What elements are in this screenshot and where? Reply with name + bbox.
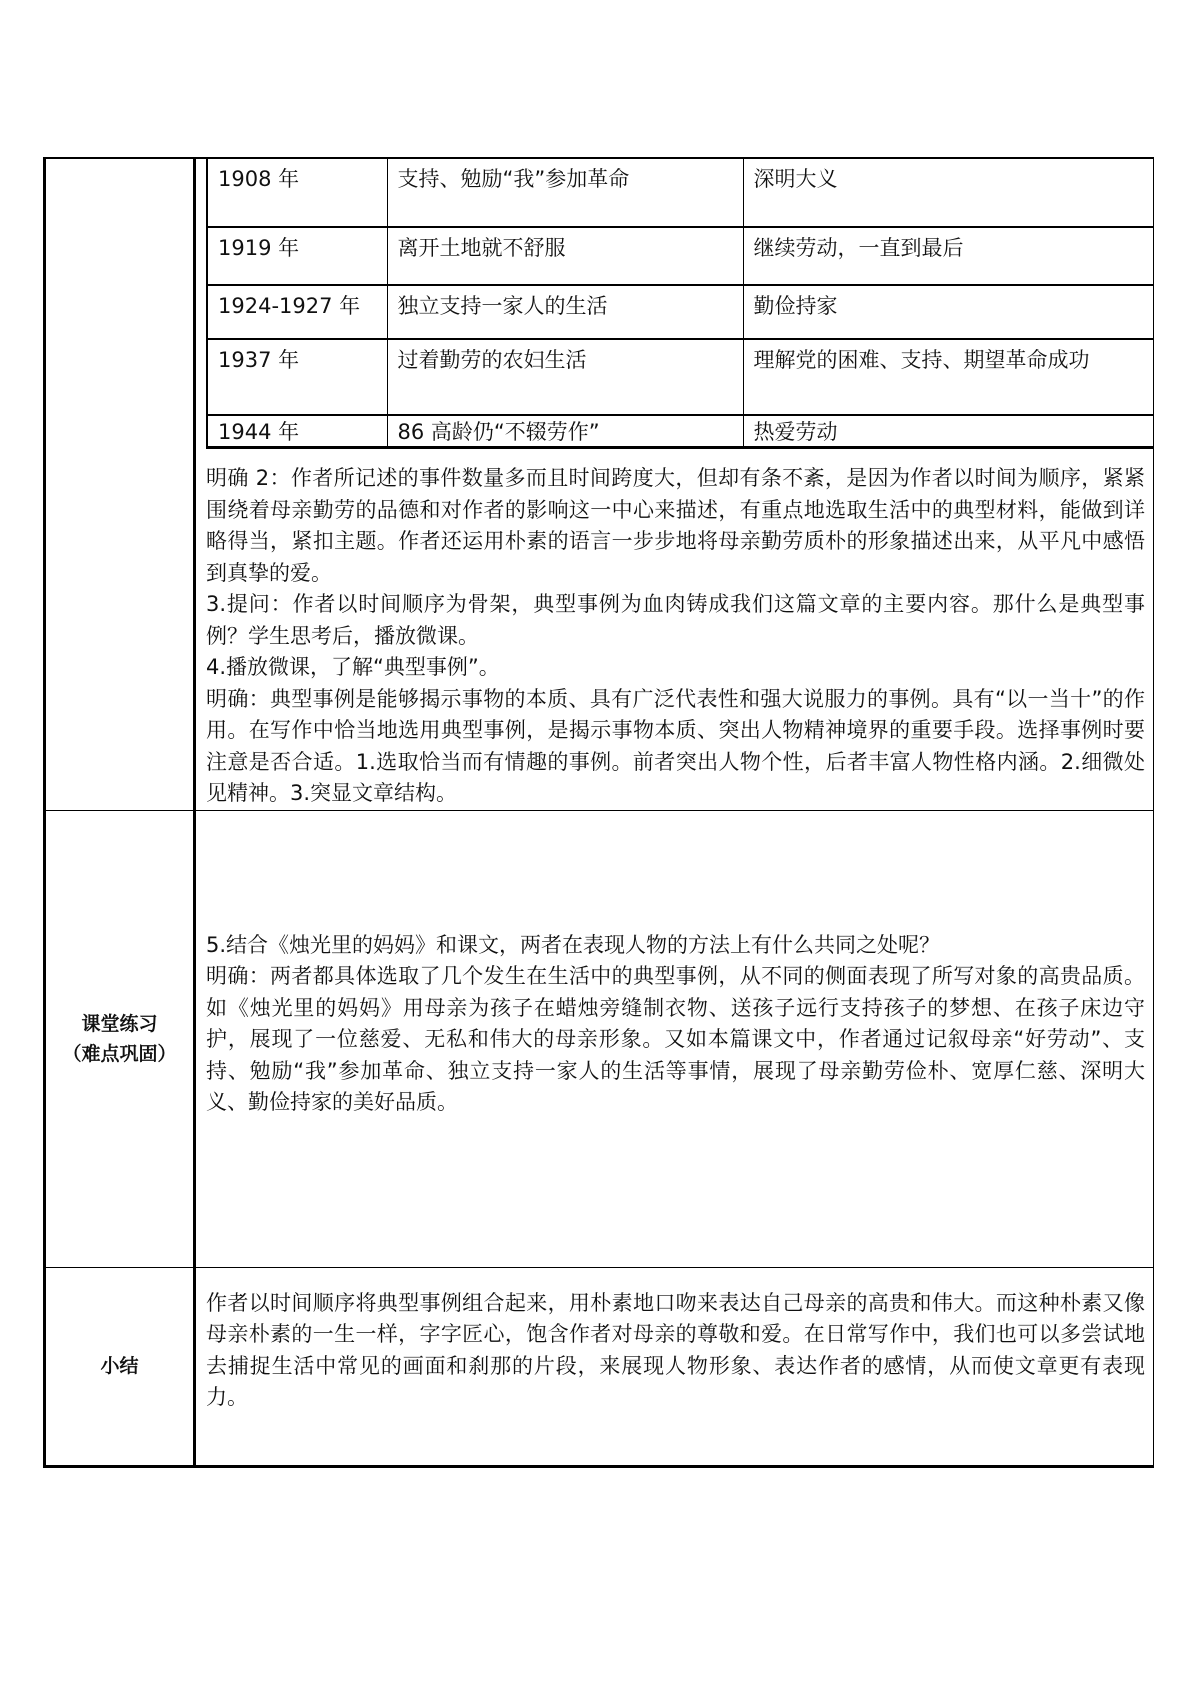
timeline-row: [207, 227, 1154, 285]
step-4-paragraph: 4.播放微课，了解“典型事例”。: [206, 655, 500, 679]
timeline-year: 1937 年: [207, 339, 387, 415]
practice-row: [45, 810, 1154, 1267]
teaching-process-cell: [195, 158, 1154, 810]
timeline-row: [207, 339, 1154, 415]
timeline-event: 支持、勉励“我”参加革命: [387, 159, 743, 227]
main-text-block: [196, 449, 1153, 810]
typical-example-paragraph: 明确：典型事例是能够揭示事物的本质、具有广泛代表性和强大说服力的事例。具有“以一当十”的作用。在写作中恰当地选用典型事例，是揭示事物本质、突出人物精神境界的重要手段。选择事例时要注意是否合适。1.选取恰当而有情趣的事例。前者突出人物个性，后者丰富人物性格内涵。2.细微处见精神。3.突显文章结构。: [206, 686, 1145, 805]
question-3-paragraph: 3.提问：作者以时间顺序为骨架，典型事例为血肉铸成我们这篇文章的主要内容。那什么是典型事例？学生思考后，播放微课。: [206, 592, 1145, 648]
practice-content-cell: [195, 810, 1154, 1267]
timeline-row: [207, 285, 1154, 339]
practice-label-cell: [45, 810, 195, 1267]
summary-content-cell: [195, 1267, 1154, 1466]
timeline-year: 1924-1927 年: [207, 285, 387, 339]
timeline-event: 86 高龄仍“不辍劳作”: [387, 415, 743, 448]
timeline-event: 离开土地就不舒服: [387, 227, 743, 285]
timeline-quality: 继续劳动，一直到最后: [743, 227, 1154, 285]
summary-label-cell: [45, 1267, 195, 1466]
practice-question: 5.结合《烛光里的妈妈》和课文，两者在表现人物的方法上有什么共同之处呢？: [206, 932, 941, 957]
practice-answer: 明确：两者都具体选取了几个发生在生活中的典型事例，从不同的侧面表现了所写对象的高贵品质。如《烛光里的妈妈》用母亲为孩子在蜡烛旁缝制衣物、送孩子远行支持孩子的梦想、在孩子床边守护，展现了一位慈爱、无私和伟大的母亲形象。又如本篇课文中，作者通过记叙母亲“好劳动”、支持、勉励“我”参加革命、独立支持一家人的生活等事情，展现了母亲勤劳俭朴、宽厚仁慈、深明大义、勤俭持家的美好品质。: [206, 964, 1145, 1114]
summary-label: 小结: [100, 1355, 139, 1377]
timeline-quality: 热爱劳动: [743, 415, 1154, 448]
summary-text: 作者以时间顺序将典型事例组合起来，用朴素地口吻来表达自己母亲的高贵和伟大。而这种朴素又像母亲朴素的一生一样，字字匠心，饱含作者对母亲的尊敬和爱。在日常写作中，我们也可以多尝试地去捕捉生活中常见的画面和刹那的片段，来展现人物形象、表达作者的感情，从而使文章更有表现力。: [206, 1290, 1145, 1409]
timeline-event: 独立支持一家人的生活: [387, 285, 743, 339]
practice-sublabel: （难点巩固）: [62, 1042, 177, 1065]
timeline-quality: 勤俭持家: [743, 285, 1154, 339]
timeline-quality: 深明大义: [743, 159, 1154, 227]
timeline-year: 1944 年: [207, 415, 387, 448]
timeline-year: 1919 年: [207, 227, 387, 285]
timeline-event: 过着勤劳的农妇生活: [387, 339, 743, 415]
teaching-process-row: [45, 158, 1154, 810]
practice-label: 课堂练习: [81, 1012, 158, 1035]
summary-row: [45, 1267, 1154, 1466]
timeline-quality: 理解党的困难、支持、期望革命成功: [743, 339, 1154, 415]
timeline-row: [207, 159, 1154, 227]
timeline-row: [207, 415, 1154, 448]
timeline-year: 1908 年: [207, 159, 387, 227]
clarification-2-paragraph: 明确 2：作者所记述的事件数量多而且时间跨度大，但却有条不紊，是因为作者以时间为顺序，紧紧围绕着母亲勤劳的品德和对作者的影响这一中心来描述，有重点地选取生活中的典型材料，能做到详略得当，紧扣主题。作者还运用朴素的语言一步步地将母亲勤劳质朴的形象描述出来，从平凡中感悟到真挚的爱。: [206, 466, 1145, 585]
timeline-table: [206, 159, 1154, 449]
empty-label-cell: [45, 158, 195, 810]
lesson-plan-table: [43, 157, 1154, 1468]
